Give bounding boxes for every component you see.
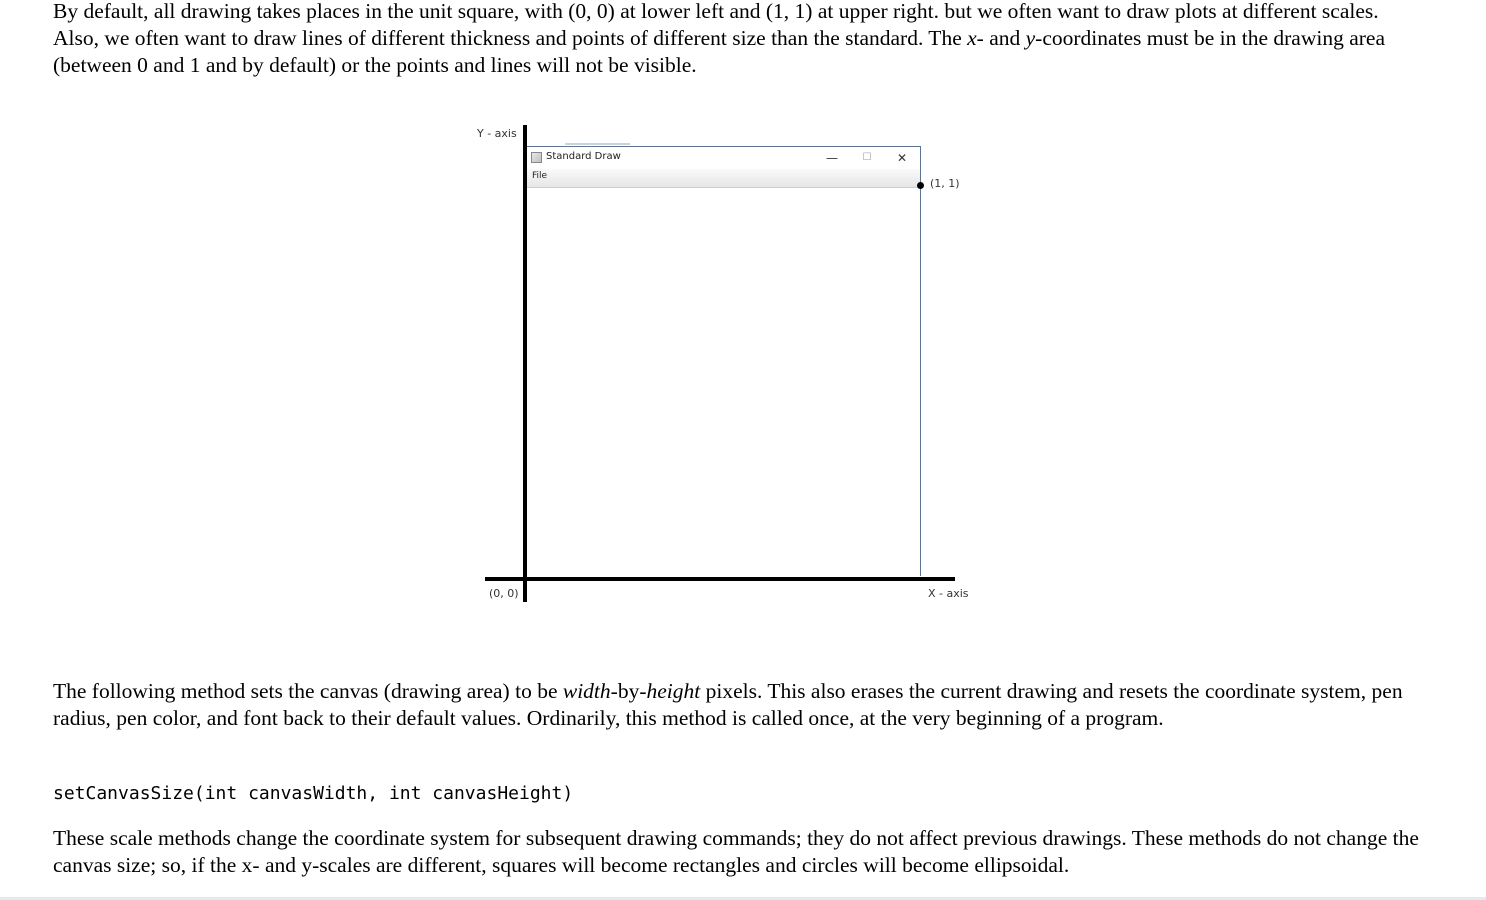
intro-y-term: y — [1025, 26, 1036, 50]
x-axis-label: X - axis — [928, 587, 969, 600]
canvas-text-3: pixels. This also erases the current drawing and resets the coordinate system, pen radius, pen color, and font back to their default values. Ordinarily, this method is called once, at the very beginning of a program. — [53, 679, 1403, 730]
menu-item-file[interactable]: File — [532, 171, 548, 181]
intro-text-2: - and — [976, 26, 1026, 50]
height-term: height — [646, 679, 701, 703]
origin-label: (0, 0) — [489, 587, 519, 600]
intro-text-1: By default, all drawing takes places in the unit square, with (0, 0) at lower left and (1, 1) at upper right. but we often want to draw plots at different scales. Also, we often want to draw lines of different thickness and points of different size than the standard. The — [53, 0, 1379, 50]
java-app-icon — [531, 152, 542, 163]
canvas-text-2: -by- — [610, 679, 647, 703]
intro-x-term: x — [967, 26, 977, 50]
window-menubar — [527, 169, 920, 188]
intro-text-3: -coordinates must be in the drawing area (between 0 and 1 and by default) or the points and lines will not be visible. — [53, 26, 1386, 77]
corner-point — [917, 182, 924, 189]
maximize-icon[interactable]: ☐ — [862, 152, 872, 163]
y-axis-line — [523, 125, 527, 602]
window-title: Standard Draw — [546, 151, 621, 162]
y-axis-label: Y - axis — [477, 127, 517, 140]
window-titlebar[interactable] — [527, 147, 920, 169]
canvas-size-paragraph — [53, 678, 1423, 732]
intro-paragraph — [53, 0, 1423, 79]
canvas-text-1: The following method sets the canvas (drawing area) to be — [53, 679, 563, 703]
minimize-icon[interactable]: — — [826, 151, 838, 165]
scale-methods-paragraph: These scale methods change the coordinate system for subsequent drawing commands; they do not affect previous drawings. These methods do not change the canvas size; so, if the x- and y-scales are different, squares will become rectangles and circles will become ellipsoidal. — [53, 826, 1419, 877]
standard-draw-window — [527, 146, 921, 576]
close-icon[interactable]: ✕ — [896, 151, 908, 165]
method-signature: setCanvasSize(int canvasWidth, int canvasHeight) — [53, 783, 574, 804]
corner-label: (1, 1) — [930, 177, 960, 190]
window-shadow-bar — [565, 143, 630, 145]
width-term: width — [562, 679, 611, 703]
x-axis-line — [485, 577, 955, 581]
